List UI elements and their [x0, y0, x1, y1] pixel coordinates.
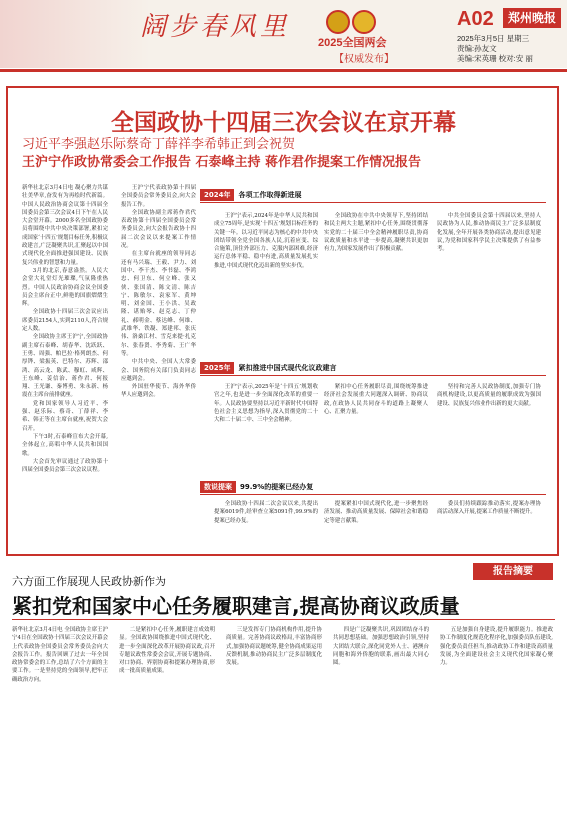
- issue-meta: [457, 34, 533, 64]
- section-heading-2025: [200, 362, 336, 374]
- paragraph: 王沪宁代表政协第十四届全国委员会常务委员会,向大会报告工作。: [121, 185, 196, 208]
- story2-col-1: [12, 626, 108, 834]
- paragraph: 中共中央、全国人大常委会、国务院有关部门负责同志应邀到会。: [121, 359, 196, 382]
- paragraph: 全国政协在中共中央领导下,坚持团结和民主两大主题,紧扣中心任务,围绕贯彻落实党的二十届三中全会精神履职尽责,协商议政质量和水平进一步提高,凝聚共识更加有力,为国家发展作出了积极贡献。: [324, 213, 428, 253]
- masthead-divider: [0, 69, 567, 72]
- newspaper-logo: 郑州晚报: [503, 8, 561, 28]
- story1-deck-1: 习近平李强赵乐际蔡奇丁薛祥李希韩正到会祝贺: [22, 137, 296, 152]
- editor-line: 责编:孙友文: [457, 44, 497, 53]
- paragraph: 3月的北京,春意盎然。人民大会堂大礼堂灯光璀璨,气氛隆重热烈。中国人民政治协商会议全国委员会主席台正中,鲜艳的国旗熠熠生辉。: [22, 267, 108, 308]
- section-heading-proposals: [200, 481, 313, 493]
- story1-headline: 全国政协十四届三次会议在京开幕: [111, 110, 456, 136]
- paragraph: 党和国家领导人习近平、李强、赵乐际、蔡奇、丁薛祥、李希、韩正等在主席台就座,祝贺大会召开。: [22, 400, 108, 432]
- authoritative-tag: 【权威发布】: [334, 54, 394, 65]
- section3-col-2: [324, 500, 428, 548]
- story2-col-3: [226, 626, 322, 834]
- story2-col-5: [440, 626, 553, 834]
- section-tag: 2025年: [200, 362, 234, 374]
- section-rule: [200, 375, 546, 376]
- paragraph: 全国政协十四届三次会议应出席委员2154人,实到2110人,符合规定人数。: [22, 309, 108, 333]
- section3-col-1: [214, 500, 318, 548]
- paragraph: 王沪宁表示,2025年是‘十四五’规划收官之年,也是进一步全面深化改革的重要一年。人民政协要坚持以习近平新时代中国特色社会主义思想为指导,深入贯彻党的二十大和二十届二中、三中全会精神。: [214, 384, 318, 424]
- paragraph: 新华社北京3月4日电 全国政协主席王沪宁4日在全国政协十四届三次会议开幕会上代表政协全国委员会常务委员会向大会报告工作。报告回顾了过去一年全国政协常委会的工作,总结了六个方面的主要工作。一是坚持党的全面领导,把牢正确政治方向。: [12, 627, 108, 683]
- paragraph: 在主席台就座的领导同志还有马兴瑞、王毅、尹力、刘国中、李干杰、李书磊、李鸿忠、何卫东、何立峰、张又侠、张国清、陈文清、陈吉宁、陈敏尔、袁家军、黄坤明、刘金国、王小洪、吴政隆、谌贻琴、赵克志、丁仲礼、郝明金、蔡达峰、何维、武维华、铁凝、郑建邦、张庆伟、洛桑江村、雪克来提·扎克尔、张春贤、李秀菊、王广华等。: [121, 251, 196, 357]
- section2-col-3: [437, 383, 541, 477]
- paragraph: 提案紧扣中国式现代化,进一步聚焦经济发展、推动高质量发展、保障社会和谐稳定等建言献策。: [324, 501, 428, 524]
- paragraph: 全国政协副主席蒋作君代表政协第十四届全国委员会常务委员会,向大会报告政协十四届二次会议以来提案工作情况。: [121, 209, 196, 250]
- section2-col-1: [214, 383, 318, 477]
- story2-headline: 紧扣党和国家中心任务履职建言,提高协商议政质量: [12, 594, 460, 618]
- paragraph: 委员们持续跟踪推动落实,提案办理协商活动深入开展,提案工作质量不断提升。: [437, 501, 541, 516]
- section-title: 紧扣推进中国式现代化议政建言: [238, 364, 337, 372]
- section-tag: 数说提案: [200, 481, 236, 493]
- story2-rule: [12, 619, 555, 620]
- report-summary-badge: 报告摘要: [473, 563, 553, 580]
- paragraph: 大会首先审议通过了政协第十四届全国委员会第三次会议议程。: [22, 458, 108, 474]
- story1-deck-2: 王沪宁作政协常委会工作报告 石泰峰主持 蒋作君作提案工作情况报告: [22, 155, 422, 170]
- issue-date: 2025年3月5日 星期三: [457, 34, 530, 43]
- section2-col-2: [324, 383, 428, 477]
- paragraph: 新华社北京3月4日电 凝心聚力共谋壮美华章,奋发有为再绘时代新篇。中国人民政治协商会议第十四届全国委员会第三次会议4日下午在人民大会堂开幕。2000多名全国政协委员将围绕中共中央决策部署,紧扣完成国家‘十四五’规划目标任务,积极议政建言,广泛凝聚共识,汇聚起以中国式现代化全面推进强国建设、民族复兴伟业的智慧和力量。: [22, 185, 108, 266]
- section-title: 99.9%的提案已经办复: [240, 483, 314, 491]
- paragraph: 中共全国委员会第十四届以来,坚持人民政协为人民,推动协商民主广泛多层制度化发展,全年开展各类协商活动,提出意见建议,为党和国家科学民主决策提供了有益参考。: [437, 213, 541, 253]
- national-emblem-icon: [326, 10, 350, 34]
- event-title: 2025全国两会: [318, 37, 387, 49]
- banner-calligraphy: 阔步春风里: [140, 12, 291, 42]
- page-number: A02: [457, 8, 494, 30]
- paragraph: 四是广泛凝聚共识,巩固团结奋斗的共同思想基础。加强思想政治引领,坚持大团结大联合,深化同党外人士、港澳台同胞和海外侨胞的联系,画出最大同心圆。: [333, 627, 429, 667]
- section3-col-3: [437, 500, 541, 548]
- story1-lead-col-2: [121, 184, 196, 550]
- story2-col-4: [333, 626, 429, 834]
- design-line: 美编:宋英珊 校对:安 丽: [457, 54, 533, 63]
- paragraph: 紧扣中心任务履职尽责,围绕统筹推进经济社会发展重大问题深入调研、协商议政,在政协人民共同奋斗的道路上凝聚人心、汇聚力量。: [324, 384, 428, 415]
- section1-col-2: [324, 212, 428, 358]
- paragraph: 五是加强自身建设,提升履职能力。推进政协工作制度化规范化程序化,加强委员队伍建设,强化委员责任担当,推动政协工作和建设高质量发展,为全面建设社会主义现代化国家凝心聚力。: [440, 627, 553, 667]
- story1-lead-col-1: [22, 184, 108, 550]
- section-tag: 2024年: [200, 189, 234, 201]
- banner-decoration: [0, 0, 150, 68]
- paragraph: 外国驻华使节、海外华侨华人应邀到会。: [121, 384, 196, 399]
- section-heading-2024: [200, 189, 301, 201]
- section1-col-3: [437, 212, 541, 358]
- section1-col-1: [214, 212, 318, 358]
- section-rule: [200, 202, 546, 203]
- paragraph: 坚持和完善人民政协制度,加强专门协商机构建设,以更高质量的履职成效为强国建设、民族复兴伟业作出新的更大贡献。: [437, 384, 541, 407]
- story2-col-2: [119, 626, 215, 834]
- paragraph: 下午3时,石泰峰宣布大会开幕,全体起立,高唱中华人民共和国国歌。: [22, 433, 108, 457]
- cppcc-emblem-icon: [352, 10, 376, 34]
- paragraph: 三是发挥专门协商机构作用,提升协商质量。完善协商议政格局,丰富协商形式,加强协商议题统筹,健全协商成果运用反馈机制,推动协商民主广泛多层制度化发展。: [226, 627, 322, 667]
- paragraph: 全国政协主席王沪宁,全国政协副主席石泰峰、胡春华、沈跃跃、王勇、周强、帕巴拉·格列朗杰、何厚铧、梁振英、巴特尔、苏辉、邵鸿、高云龙、陈武、穆虹、咸辉、王东峰、姜信治、蒋作君、何报翔、王光谦、秦博勇、朱永新、杨震在主席台前排就座。: [22, 334, 108, 399]
- story2-subhead: 六方面工作展现人民政协新作为: [12, 575, 166, 588]
- section-title: 各项工作取得新进展: [238, 191, 302, 199]
- paragraph: 二是紧扣中心任务,履职建言成效明显。全国政协围绕推进中国式现代化、进一步全面深化改革开展协商议政,召开专题议政性常委会会议,开展专题协商、对口协商、界别协商和提案办理协商,形成一批高质量成果。: [119, 627, 215, 675]
- paragraph: 王沪宁表示,2024年是中华人民共和国成立75周年,是实现‘十四五’规划目标任务的关键一年。以习近平同志为核心的中共中央团结带领全党全国各族人民,沉着应变、综合施策,顶住外部压力、克服内部困难,经济运行总体平稳、稳中有进,高质量发展扎实推进,中国式现代化迈出新的坚实步伐。: [214, 213, 318, 269]
- paragraph: 全国政协十四届二次会议以来,共提出提案6019件,经审查立案5091件,99.9%的提案已经办复。: [214, 501, 318, 524]
- section-rule: [200, 494, 546, 495]
